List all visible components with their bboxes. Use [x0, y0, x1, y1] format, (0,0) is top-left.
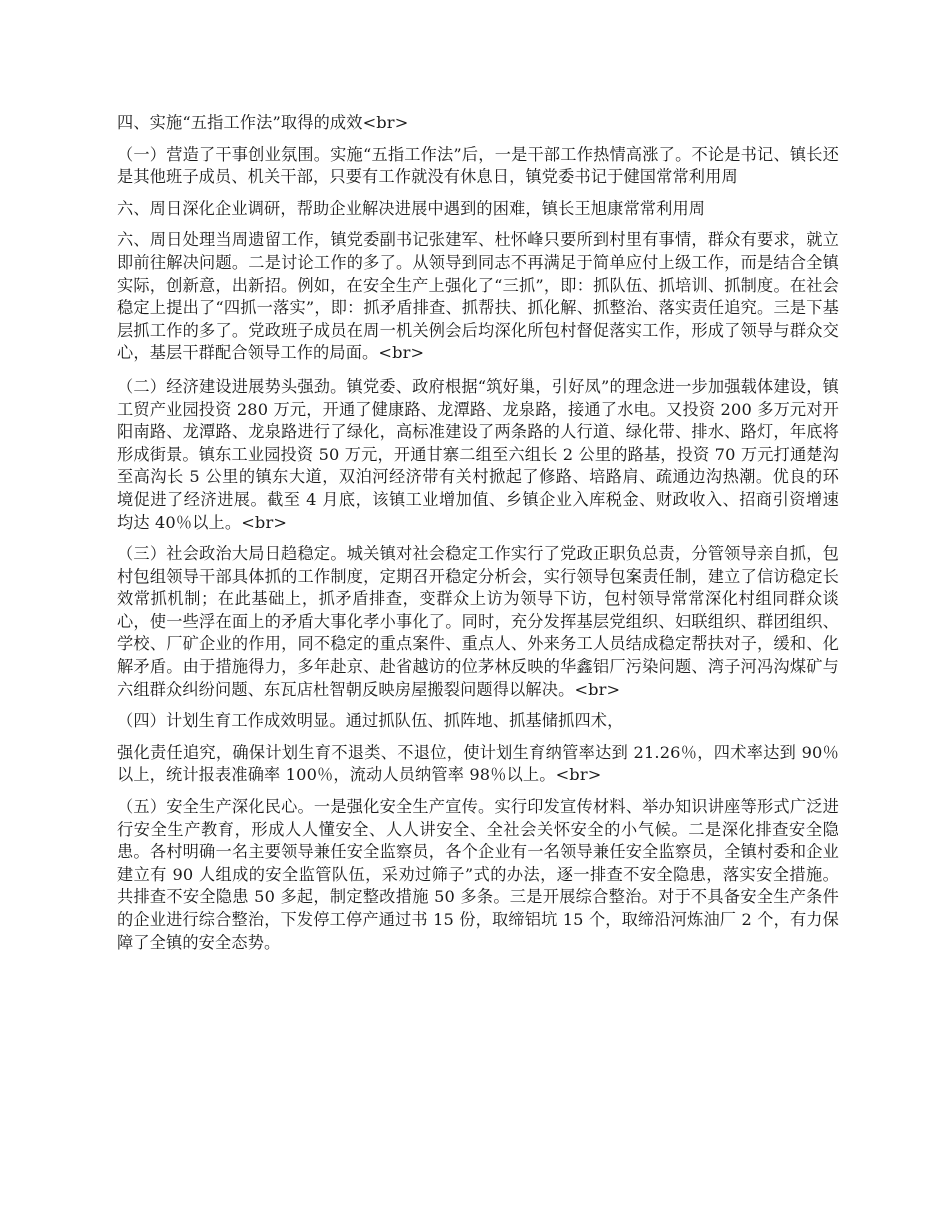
section-heading: 四、实施“五指工作法”取得的成效<br> [117, 113, 409, 132]
paragraph-family-planning-intro: （四）计划生育工作成效明显。通过抓队伍、抓阵地、抓基储抓四术， [117, 711, 624, 731]
paragraph-safety: （五）安全生产深化民心。一是强化安全生产宣传。实行印发宣传材料、举办知识讲座等形式广泛进行安全生产教育，形成人人懂安全、人人讲安全、全社会关怀安全的小气候。二是深化排查安全隐患。各村明确一名主要领导兼任安全监察员，各个企业有一名领导兼任安全监察员，全镇村委和企业建立有 90 人组成的安全监管队伍，采劝过筛子”式的办法，逐一排查不安全隐患，落实安全措施。共排查不安全隐患 50 多起，制定整改措施 50 多条。三是开展综合整治。对于不具备安全生产条件的企业进行综合整治，下发停工停产通过书 15 份，取缔铝坑 15 个，取缔沿河炼油厂 2 个，有力保障了全镇的安全态势。 [117, 797, 839, 952]
paragraph-stability: （三）社会政治大局日趋稳定。城关镇对社会稳定工作实行了党政正职负总责，分管领导亲自抓，包村包组领导干部具体抓的工作制度，定期召开稳定分析会，实行领导包案责任制，建立了信访稳定长效常抓机制；在此基础上，抓矛盾排查，变群众上访为领导下访，包村领导常常深化村组同群众谈心，使一些浮在面上的矛盾大事化孝小事化了。同时，充分发挥基层党组织、妇联组织、群团组织、学校、厂矿企业的作用，同不稳定的重点案件、重点人、外来务工人员结成稳定帮扶对子，缓和、化解矛盾。由于措施得力，多年赴京、赴省越访的位茅林反映的华鑫铝厂污染问题、湾子河冯沟煤矿与六组群众纠纷问题、东瓦店杜智朝反映房屋搬裂问题得以解决。<br> [117, 544, 839, 699]
paragraph-weekend-work: 六、周日处理当周遗留工作，镇党委副书记张建军、杜怀峰只要所到村里有事情，群众有要求，就立即前往解决问题。二是讨论工作的多了。从领导到同志不再满足于简单应付上级工作，而是结合全镇实际，创新意，出新招。例如，在安全生产上强化了“三抓”，即：抓队伍、抓培训、抓制度。在社会稳定上提出了“四抓一落实”，即：抓矛盾排查、抓帮扶、抓化解、抓整治、落实责任追究。三是下基层抓工作的多了。党政班子成员在周一机关例会后均深化所包村督促落实工作，形成了领导与群众交心，基层干群配合领导工作的局面。<br> [117, 230, 839, 363]
paragraph-economy: （二）经济建设进展势头强劲。镇党委、政府根据“筑好巢，引好凤”的理念进一步加强载体建设，镇工贸产业园投资 280 万元，开通了健康路、龙潭路、龙泉路，接通了水电。又投资 200 多万元对开阳南路、龙潭路、龙泉路进行了绿化，高标准建设了两条路的人行道、绿化带、排水、路灯，年底将形成街景。镇东工业园投资 50 万元，开通甘寨二组至六组长 2 公里的路基，投资 70 万元打通楚沟至高沟长 5 公里的镇东大道，双泊河经济带有关村掀起了修路、培路肩、疏通边沟热潮。优良的环境促进了经济进展。截至 4 月底，该镇工业增加值、乡镇企业入库税金、财政收入、招商引资增速均达 40％以上。<br> [117, 376, 839, 532]
paragraph-atmosphere: （一）营造了干事创业氛围。实施“五指工作法”后，一是干部工作热情高涨了。不论是书记、镇长还是其他班子成员、机关干部，只要有工作就没有休息日，镇党委书记于健国常常利用周 [117, 144, 839, 187]
document-body [117, 112, 839, 963]
paragraph-family-planning-results: 强化责任追究，确保计划生育不退类、不退位，使计划生育纳管率达到 21.26％，四术率达到 90％以上，统计报表准确率 100％，流动人员纳管率 98％以上。<br> [117, 742, 839, 785]
paragraph-fragment: 六、周日深化企业调研，帮助企业解决进展中遇到的困难，镇长王旭康常常利用周 [117, 198, 706, 218]
